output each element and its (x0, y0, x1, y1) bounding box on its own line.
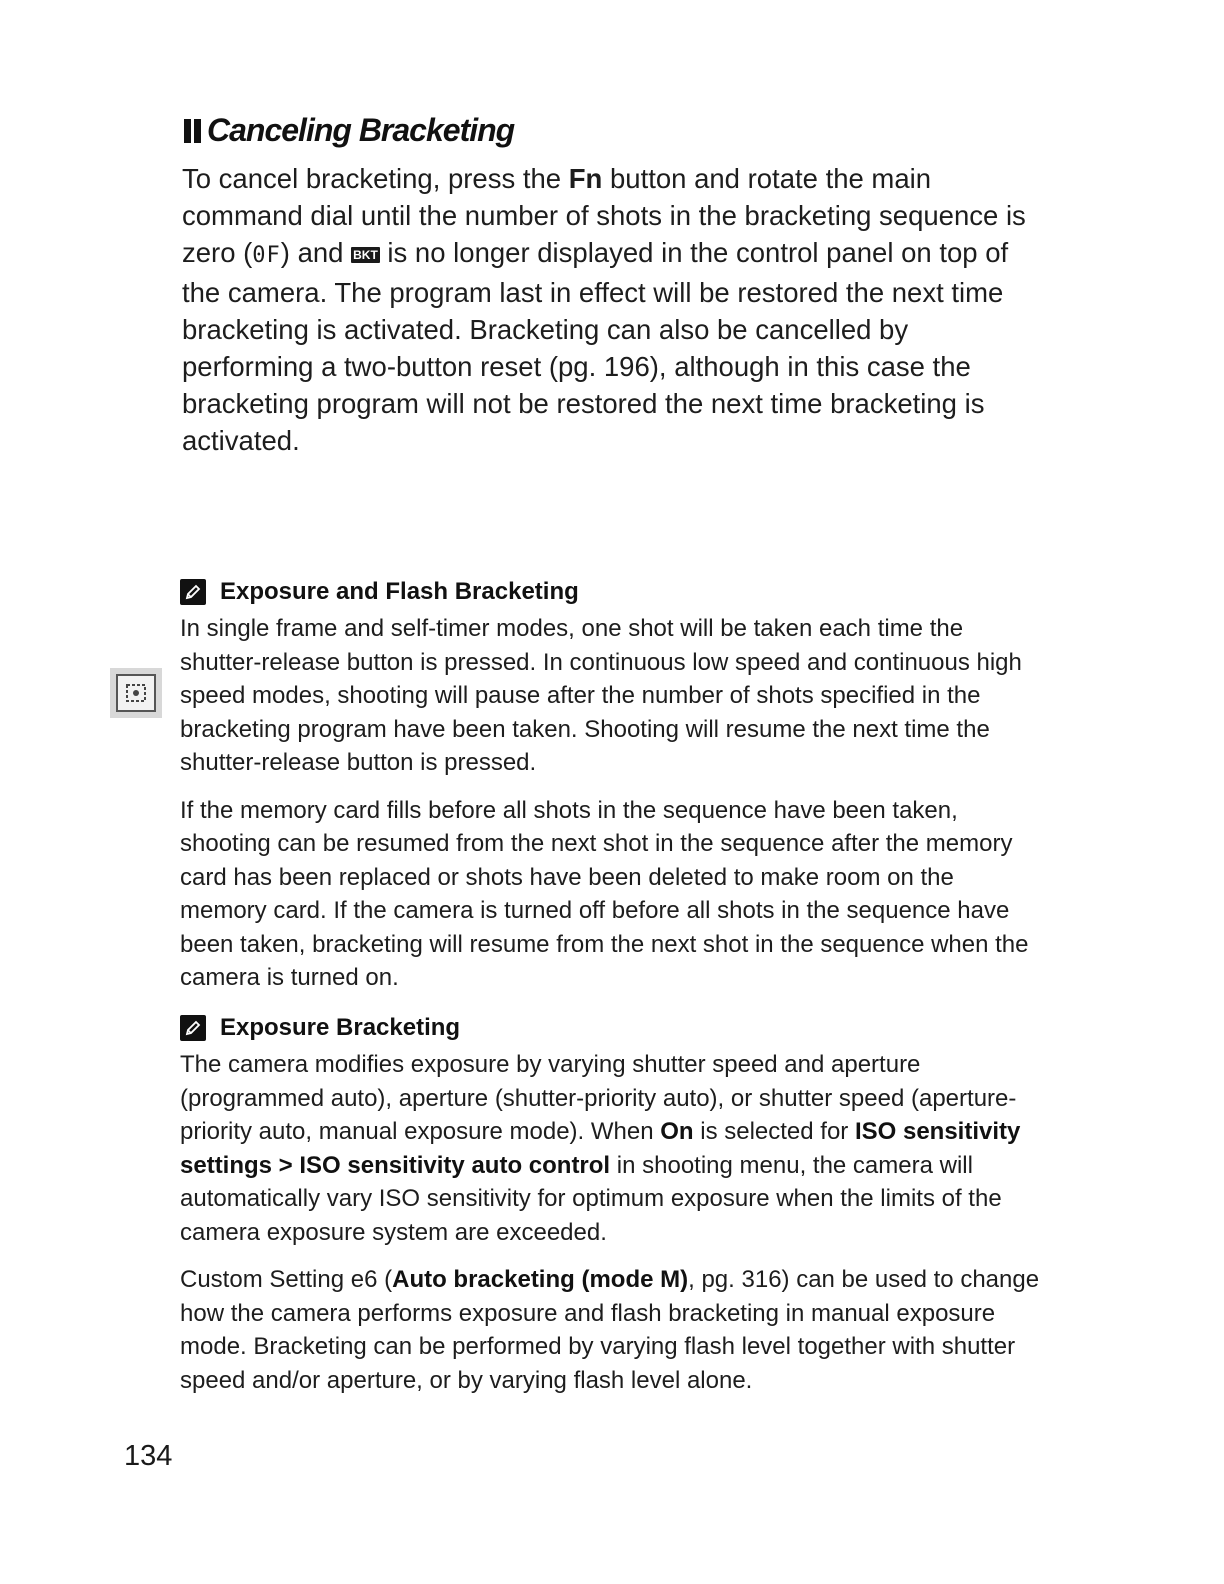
section-title: Canceling Bracketing (207, 112, 515, 148)
note-paragraph: Custom Setting e6 (Auto bracketing (mode M), pg. 316) can be used to change how the camera performs exposure and flash bracketing in manual exposure mode. Bracketing can be performed by varying flash level together with shutter speed and/or aperture, or by varying flash level alone. (180, 1266, 1040, 1394)
bkt-indicator-icon: BKT (353, 248, 378, 262)
note-title: Exposure Bracketing (220, 1014, 461, 1041)
note-exposure-bracketing (180, 1014, 1040, 1411)
note-title: Exposure and Flash Bracketing (220, 578, 579, 605)
shooting-mode-tab-icon (110, 668, 162, 718)
main-paragraph: To cancel bracketing, press the Fn button and rotate the main command dial until the number of shots in the bracketing sequence is zero (0F) and BKT is no longer displayed in the control panel on top of the camera. The program last in effect will be restored the next time bracketing is activated. Bracketing can also be cancelled by performing a two-button reset (pg. 196), although in this case the bracketing program will not be restored the next time bracketing is activated. (182, 163, 1026, 456)
pencil-note-icon (180, 1015, 206, 1041)
note-exposure-flash-bracketing (180, 578, 1040, 1009)
section-heading (184, 112, 514, 149)
note-paragraph: If the memory card fills before all shots in the sequence have been taken, shooting can be resumed from the next shot in the sequence after the memory card has been replaced or shots have been deleted to make room on the memory card. If the camera is turned off before all shots in the sequence have been taken, bracketing will resume from the next shot in the sequence when the camera is turned on. (180, 796, 1029, 991)
fn-button-label: Fn (568, 163, 603, 194)
double-bar-icon (184, 119, 201, 143)
note-paragraph: The camera modifies exposure by varying shutter speed and aperture (programmed auto), aperture (shutter-priority auto), or shutter speed (aperture-priority auto, manual exposure mode). When On is selected for ISO sensitivity settings > ISO sensitivity auto control in shooting menu, the camera will automatically vary ISO sensitivity for optimum exposure when the limits of the camera exposure system are exceeded. (180, 1051, 1021, 1246)
pencil-note-icon (180, 579, 206, 605)
page-number: 134 (124, 1440, 173, 1472)
zero-display: 0F (252, 243, 281, 268)
note-paragraph: In single frame and self-timer modes, one shot will be taken each time the shutter-release button is pressed. In continuous low speed and continuous high speed modes, shooting will pause after the number of shots specified in the bracketing program have been taken. Shooting will resume the next time the shutter-release button is pressed. (180, 615, 1022, 776)
